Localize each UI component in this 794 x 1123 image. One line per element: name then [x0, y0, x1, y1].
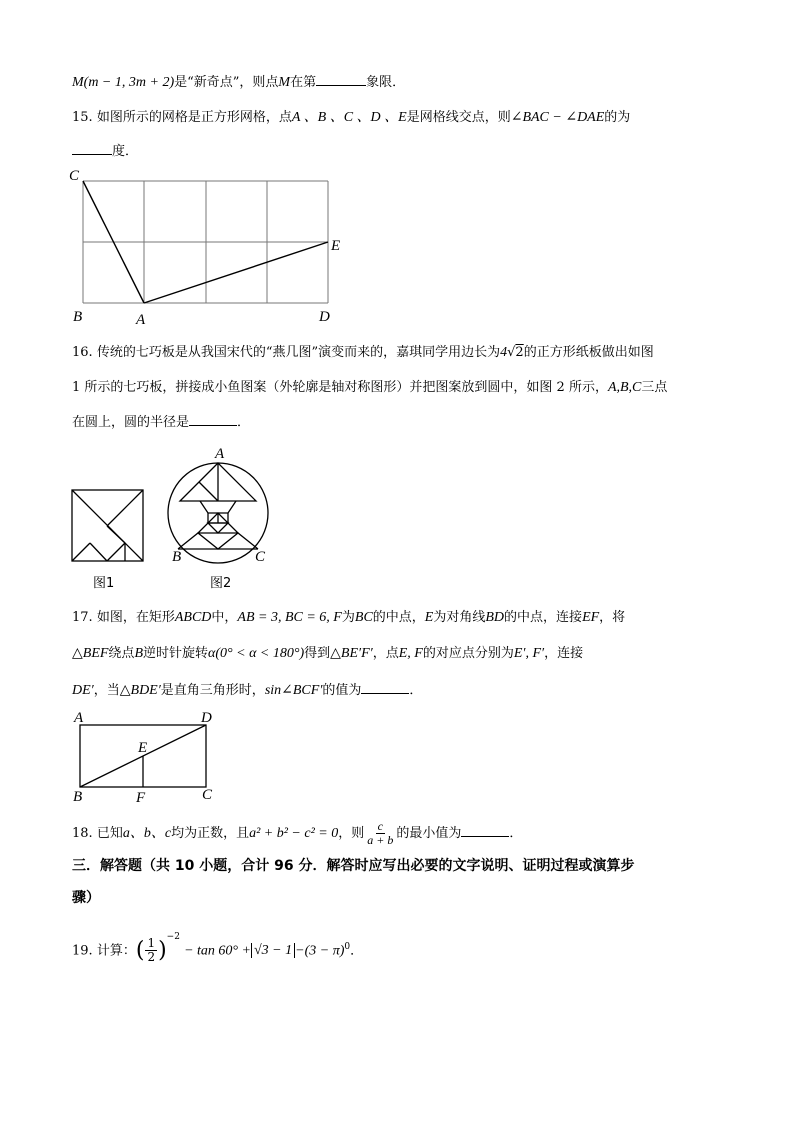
q14-answer-blank[interactable] — [316, 72, 366, 86]
q15-line1 — [72, 108, 630, 128]
q14-text2: 在第 — [290, 75, 317, 90]
q17-end: ． — [409, 683, 423, 698]
q17-rect: ABCD — [174, 610, 212, 625]
q14-ending: 象限． — [366, 75, 406, 90]
q17-t2: 中， — [211, 610, 238, 625]
q18-t3: ，则 — [338, 826, 365, 841]
q17-label-D: D — [201, 710, 212, 726]
q16-answer-blank[interactable] — [189, 412, 237, 426]
q17-t8: 绕点 — [108, 646, 135, 661]
q18-fraction — [365, 820, 395, 847]
q19-t2: − — [295, 943, 305, 959]
q14-tail-line — [72, 72, 405, 93]
fig2-caption: 图2 — [210, 576, 232, 591]
q17-t16: 的值为 — [322, 683, 362, 698]
q15-grid-lines — [83, 181, 328, 303]
q17-tri3: △BDE′ — [119, 683, 161, 698]
section3-heading: 三．解答题（共 10 小题，合计 96 分．解答时应写出必要的文字说明、证明过程或演算步 — [72, 858, 635, 874]
q17-alpha: α — [208, 646, 216, 661]
q17-tri2: △BE′F′ — [330, 646, 373, 661]
fig2-label-B: B — [172, 549, 182, 565]
q17-bd: BD — [485, 610, 505, 625]
q19-line — [72, 930, 363, 968]
q17-t14: ，当 — [93, 683, 120, 698]
q16-text2: 的正方形纸板做出如图 — [523, 345, 654, 360]
q15-grid-figure — [66, 164, 356, 326]
q19-abs-expr: √3 − 1 — [253, 943, 293, 959]
q18-t4: 的最小值为 — [396, 826, 462, 841]
q16-radical: √2 — [507, 345, 524, 360]
q15-text2: 是网格线交点，则 — [406, 110, 511, 125]
q16-text4: 三点 — [641, 380, 668, 395]
q17-line1 — [72, 608, 625, 628]
q15-ending: 度． — [112, 144, 139, 159]
q17-range: (0° < α < 180°) — [215, 646, 305, 661]
q19-label: 计算： — [96, 943, 136, 959]
q18-line — [72, 820, 522, 847]
q15-text1: 如图所示的网格是正方形网格，点 — [96, 110, 292, 125]
q16-end: ． — [237, 415, 251, 430]
label-E: E — [331, 238, 341, 254]
q17-t11: ，点 — [372, 646, 399, 661]
q17-b: B — [134, 646, 143, 661]
q16-points: A,B,C — [607, 380, 642, 395]
q16-text5: 在圆上，圆的半径是 — [72, 415, 190, 430]
q17-rectangle-figure — [68, 708, 228, 806]
q14-expr: M(m − 1, 3m + 2) — [72, 75, 175, 90]
q19-paren-expr: (3 − π) — [304, 943, 345, 959]
q17-label-F: F — [136, 790, 146, 806]
section3-heading-cont: 骤） — [72, 890, 100, 906]
q18-t2: 均为正数，且 — [171, 826, 250, 841]
q17-t13: ，连接 — [544, 646, 584, 661]
q17-sin: sin∠BCF′ — [264, 683, 323, 698]
q15-answer-blank[interactable] — [72, 141, 112, 155]
q15-number: 15. — [72, 110, 93, 125]
fig1-caption: 图1 — [93, 576, 115, 591]
q15-line2 — [72, 141, 138, 162]
q17-t4: 的中点， — [372, 610, 425, 625]
q18-answer-blank[interactable] — [461, 823, 509, 837]
q19-abs — [251, 943, 295, 958]
q16-text3: 1 所示的七巧板，拼接成小鱼图案（外轮廓是轴对称图形）并把图案放到圆中，如图 2 所示， — [72, 380, 608, 395]
q19-end: ． — [350, 943, 364, 959]
q16-number: 16. — [72, 345, 93, 360]
q16-line3 — [72, 412, 250, 433]
q19-frac-num: 1 — [147, 936, 156, 951]
q17-t9: 逆时针旋转 — [143, 646, 209, 661]
q17-tri: △BEF — [72, 646, 109, 661]
q17-t5: 为对角线 — [433, 610, 486, 625]
q16-line2 — [72, 378, 667, 398]
q16-text1: 传统的七巧板是从我国宋代的“燕几图”演变而来的，嘉琪同学用边长为 — [96, 345, 501, 360]
label-B: B — [73, 309, 83, 325]
q17-de: DE′ — [72, 683, 94, 698]
q17-t15: 是直角三角形时， — [160, 683, 265, 698]
q18-t1: 已知 — [96, 826, 123, 841]
q17-answer-blank[interactable] — [361, 680, 409, 694]
q18-frac-num: c — [377, 819, 383, 833]
q18-end: ． — [509, 826, 523, 841]
q17-t12: 的对应点分别为 — [422, 646, 514, 661]
q19-exponent: −2 — [166, 932, 180, 942]
q16-line1 — [72, 343, 654, 363]
q17-t10: 得到 — [304, 646, 331, 661]
label-C: C — [69, 168, 80, 184]
q17-ef2: E, F — [398, 646, 423, 661]
q17-label-C: C — [202, 787, 213, 803]
q19-rparen: ) — [158, 937, 167, 963]
q17-bc: BC — [354, 610, 373, 625]
q19-exponent2: 0 — [344, 942, 351, 952]
q17-line3 — [72, 680, 422, 701]
q17-t6: 的中点，连接 — [504, 610, 583, 625]
q19-fraction — [145, 937, 157, 964]
q17-efp: E′, F′ — [513, 646, 545, 661]
fig2-label-C: C — [255, 549, 266, 565]
q17-label-B: B — [73, 789, 83, 805]
q16-figure1-tangram — [68, 486, 148, 566]
q18-eq: a² + b² − c² = 0 — [249, 826, 339, 841]
q15-expr: ∠BAC − ∠DAE — [510, 110, 605, 125]
q17-label-A: A — [74, 710, 84, 726]
q17-e: E — [424, 610, 434, 625]
q17-ef: EF — [582, 610, 600, 625]
q17-number: 17. — [72, 610, 93, 625]
q15-points: A 、B 、C 、D 、E — [291, 110, 407, 125]
label-D: D — [319, 309, 330, 325]
segment-AE — [144, 242, 328, 303]
q17-label-E: E — [138, 740, 148, 756]
q18-frac-den: a + b — [367, 833, 394, 847]
q14-point: M — [278, 75, 291, 90]
q15-text3: 的为 — [604, 110, 631, 125]
q17-t7: ，将 — [599, 610, 626, 625]
q19-t1: − tan 60° + — [184, 943, 251, 959]
q17-t1: 如图，在矩形 — [96, 610, 175, 625]
label-A: A — [136, 312, 146, 326]
q14-text: 是“新奇点”，则点 — [174, 75, 279, 90]
q16-side-coef: 4 — [500, 345, 508, 360]
q17-line2 — [72, 644, 583, 664]
q17-eq: AB = 3, BC = 6, F — [237, 610, 342, 625]
q19-frac-den: 2 — [147, 950, 156, 965]
q18-vars: a、b、c — [122, 826, 172, 841]
q16-figure2-fish — [160, 443, 280, 568]
q19-number: 19. — [72, 943, 93, 959]
q16-radicand: 2 — [515, 345, 524, 360]
q18-number: 18. — [72, 826, 93, 841]
fig2-label-A: A — [215, 446, 225, 462]
q17-t3: 为 — [341, 610, 355, 625]
q19-lparen: ( — [135, 937, 145, 963]
